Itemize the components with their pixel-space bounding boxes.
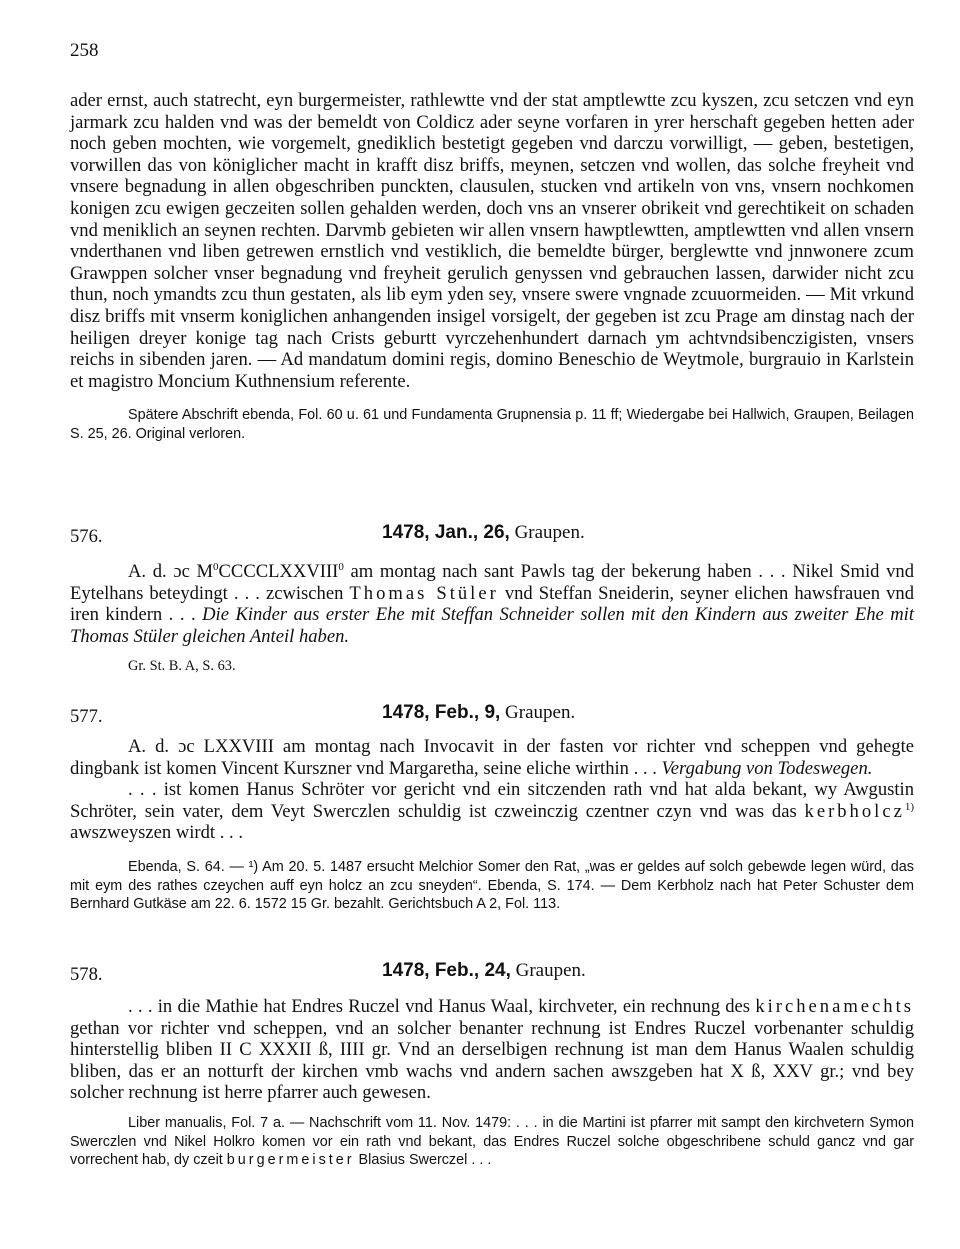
doc-577-place: Graupen. — [505, 702, 576, 723]
doc-578-source-note — [70, 1114, 914, 1170]
doc-577-source-note: Ebenda, S. 64. — ¹) Am 20. 5. 1487 ersucht Melchior Somer den Rat, „was er geldes auf solch gebewde legen würd, das mit eym des rathes czeychen auff eyn holcz an zcu sneyden“. Ebenda, S. 174. — Dem Kerbholz nach hat Peter Schuster dem Bernhard Gutkäse am 22. 6. 1572 15 Gr. bezahlt. Gerichtsbuch A 2, Fol. 113. — [70, 858, 914, 913]
doc-576-text-c: am montag nach sant Pawls tag der bekerung haben . . . Nikel Smid vnd Eytelhans beteydingt . . . zcwischen — [70, 561, 914, 604]
doc-576-number: 576. — [70, 526, 103, 547]
continuation-section — [70, 90, 914, 444]
doc-577-date-bold: 1478, Feb., 9, — [382, 702, 501, 723]
doc-577-number: 577. — [70, 706, 103, 727]
doc-578-date — [382, 960, 586, 982]
continuation-text: ader ernst, auch statrecht, eyn burgermeister, rathlewtte vnd der stat amptlewtte zcu kyszen, zcu setczen vnd eyn jarmark zcu halden vnd was der bemeldt von Coldicz ader seyne vorfaren in yrer herschaft gegeben hetten ader noch geben mochten, wie vorgemelt, gnediklich bestetigt gegeben vnd darczu vorwilligt, — geben, bestetigen, vorwillen das von königlicher macht in krafft disz briffs, meynen, setczen vnd wollen, das solche freyheit vnd vnsere begnadung in allen obgeschriben punckten, clausulen, stucken vnd artikeln von vns, vnsern nochkomen konigen zcu ewigen geczeiten sollen gehalden werden, doch vns an vnserer obrikeit vnd gerechtikeit on schaden vnd meniklich an seynen rechten. Darvmb gebieten wir allen vnsern hawptlewtten, amptlewtten vnd allen vnsern vnderthanen vnd liben getrewen ernstlich vnd vestiklich, die bemeldte bürger, berglewtte vnd jnnwonere zcum Grawppen solcher vnser begnadung vnd freyheit gerulich genyssen vnd gebrauchen lassen, darwider nicht zcu thun, noch ymandts zcu thun gestaten, als lib eym yden sey, vnsere swere vngnade zcuuormeiden. — Mit vrkund disz briffs mit vnserm koniglichen anhangenden insigel vorsigelt, der gegeben ist zcu Prage am dinstag nach der heiligen dreyer konige tag nach Crists geburtt vyrczehenhundert darnach ym achtvndsibenczigisten, vnsers reichs in sibenden jaren. — Ad mandatum domini regis, domino Beneschio de Weytmole, burgrauio in Karlstein et magistro Moncium Kuthnensium referente. — [70, 90, 914, 392]
doc-576-text — [70, 561, 914, 647]
doc-577-heading — [70, 702, 914, 732]
doc-578-place: Graupen. — [515, 960, 586, 981]
doc-576-heading — [70, 522, 914, 552]
doc-578-date-bold: 1478, Feb., 24, — [382, 960, 511, 981]
doc-576-text-a: A. d. ɔc M — [128, 561, 214, 582]
doc-576-text-b: CCCCLXXVIII — [218, 561, 339, 582]
doc-578-text-b: gethan vor richter vnd scheppen, vnd an solcher benanter rechnung ist Endres Ruczel vorbenanter schuldig hinterstellig bliben II C XXXII ß, IIII gr. Vnd an derselbigen rechnung ist man dem Hanus Waalen schuldig bliben, das er an notturft der kirchen vmb wachs vnd andern sachen awszgeben hat X ß, XXV gr.; vnd bey solcher rechnung ist herre pfarrer auch gewesen. — [70, 1017, 914, 1104]
doc-576-text-d: vnd Steffan Sneiderin, seyner elichen hawsfrauen vnd iren kindern . . . — [70, 582, 914, 626]
doc-577-footnote-mark: 1) — [904, 800, 914, 813]
doc-576-place: Graupen. — [514, 522, 585, 543]
doc-577-date — [382, 702, 575, 724]
doc-578-number: 578. — [70, 964, 103, 985]
doc-576-date — [382, 522, 585, 544]
doc-578-heading — [70, 960, 914, 990]
doc-578-body — [70, 996, 914, 1170]
doc-578-note-spaced: burgermeister — [226, 1152, 355, 1169]
doc-577-text-b: . . . ist komen Hanus Schröter vor gericht vnd ein sitczenden rath vnd hat alda bekant, wy Awgustin Schröter, sein vater, dem Veyt Swerczlen schuldig ist czweinczig czentner czyn vnd was das — [70, 779, 914, 822]
doc-576-source: Gr. St. B. A, S. 63. — [128, 658, 236, 675]
doc-576-spaced-name: Thomas Stüler — [349, 582, 499, 604]
doc-577-italic-summary: Vergabung von Todeswegen. — [661, 757, 873, 779]
doc-577-body — [70, 736, 914, 914]
doc-577-text-2 — [70, 779, 914, 844]
doc-576-date-bold: 1478, Jan., 26, — [382, 522, 510, 543]
doc-577-text-c: awszweyszen wirdt . . . — [70, 822, 243, 844]
doc-576-sup-2: 0 — [338, 560, 344, 573]
doc-576-italic-summary: Die Kinder aus erster Ehe mit Steffan Schneider sollen mit den Kindern aus zweiter Ehe mit Thomas Stüler gleichen Anteil haben. — [70, 604, 914, 647]
doc-578-text — [70, 996, 914, 1104]
doc-577-text-1 — [70, 736, 914, 779]
doc-577-text-a: A. d. ɔc LXXVIII am montag nach Invocavit in der fasten vor richter vnd scheppen vnd gehegte dingbank ist komen Vincent Kurszner vnd Margaretha, seine eliche wirthin . . . — [70, 736, 914, 779]
doc-578-note-a: Liber manualis, Fol. 7 a. — Nachschrift vom 11. Nov. 1479: . . . in die Martini ist pfarrer mit sampt den kirchvetern Symon Swerczlen vnd Nikel Holkro komen vor ein rath vnd bekant, das Endres Ruczel solche obgeschribene schuld gancz vnd gar vorrechent hab, dy czeit — [70, 1114, 914, 1169]
page-number: 258 — [70, 40, 99, 61]
doc-577-spaced-word: kerbholcz — [804, 800, 905, 822]
doc-576-sup-1: 0 — [213, 560, 219, 573]
continuation-source-note: Spätere Abschrift ebenda, Fol. 60 u. 61 und Fundamenta Grupnensia p. 11 ff; Wiedergabe bei Hallwich, Graupen, Beilagen S. 25, 26. Original verloren. — [70, 407, 914, 442]
doc-578-text-a: . . . in die Mathie hat Endres Ruczel vnd Hanus Waal, kirchveter, ein rechnung des — [128, 996, 756, 1017]
doc-578-note-b: Blasius Swerczel . . . — [354, 1152, 492, 1169]
doc-578-spaced-word: kirchenamechts — [755, 996, 914, 1017]
doc-576-body — [70, 561, 914, 676]
